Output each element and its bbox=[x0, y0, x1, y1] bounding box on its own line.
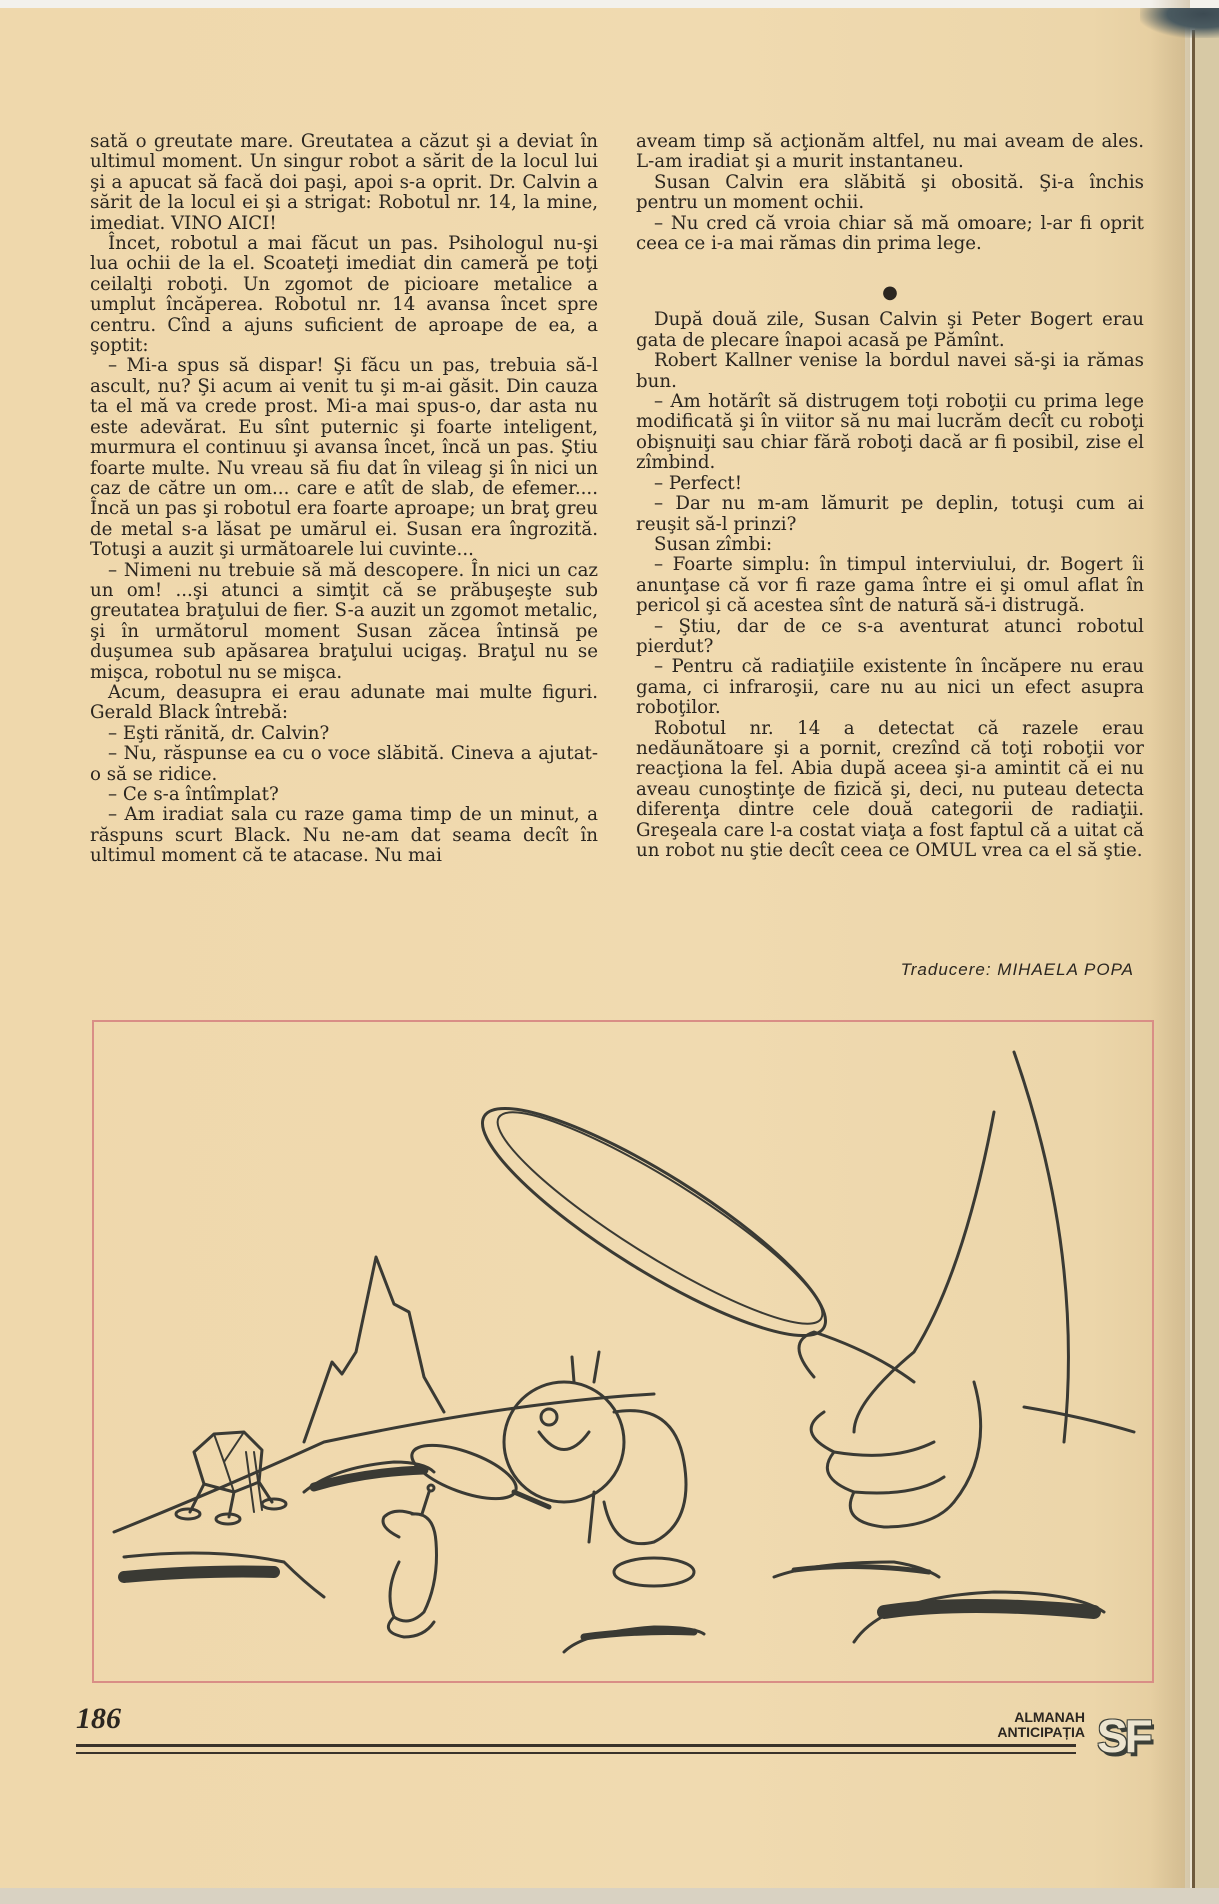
paragraph: Susan zîmbi: bbox=[654, 533, 773, 555]
paragraph: Robotul nr. 14 a detectat că razele erau nedăunătoare şi a pornit, crezînd că toţi roboţii vor reacţiona la fel. Abia după aceea şi-a amintit că ei nu aveau cunoştinţe de fizică şi, deci, nu puteau detecta diferenţa dintre cele două categorii de radiaţii. Greşeala care l-a costat viaţa a fost faptul că a uitat că un robot nu ştie decît ceea ce OMUL vrea ca el să ştie. bbox=[636, 717, 1144, 861]
paragraph: – Nimeni nu trebuie să mă descopere. În nici un caz un om! ...şi atunci a simţit că se prăbuşeşte sub greutatea braţului de fier. S-a auzit un zgomot metalic, şi în următorul moment Susan zăcea întinsă pe duşumea sub apăsarea braţului ucigaş. Braţul nu se mişca, robotul nu se mişca. bbox=[90, 559, 598, 683]
cartoon-illustration bbox=[94, 1022, 1152, 1681]
paragraph: După două zile, Susan Calvin şi Peter Bogert erau gata de plecare înapoi acasă pe Pămînt. bbox=[636, 309, 1144, 351]
left-text-column bbox=[90, 132, 598, 867]
gutter-shadow bbox=[1150, 0, 1190, 1904]
page-number: 186 bbox=[76, 1702, 121, 1735]
publication-name-line2: ANTICIPAȚIA bbox=[997, 1724, 1085, 1740]
publication-name-line1: ALMANAH bbox=[1014, 1709, 1085, 1725]
section-break-bullet-icon: ● bbox=[882, 282, 898, 304]
scan-corner-shadow bbox=[1140, 8, 1219, 38]
footer-rule-top bbox=[76, 1744, 1076, 1747]
paragraph: – Dar nu m-am lămurit pe deplin, totuşi cum ai reuşit să-l prinzi? bbox=[636, 493, 1144, 535]
paragraph: sată o greutate mare. Greutatea a căzut şi a deviat în ultimul moment. Un singur robot a sărit de la locul lui şi a apucat să facă doi paşi, apoi s-a oprit. Dr. Calvin a sărit de la locul ei şi a strigat: Robotul nr. 14, la mine, imediat. VINO AICI! bbox=[90, 131, 598, 234]
publication-name bbox=[985, 1710, 1085, 1740]
footer-rule-bottom bbox=[76, 1752, 1076, 1754]
paragraph: Susan Calvin era slăbită şi obosită. Şi-a închis pentru un moment ochii. bbox=[636, 171, 1144, 214]
paragraph: – Perfect! bbox=[654, 472, 743, 494]
paragraph: – Ştiu, dar de ce s-a aventurat atunci robotul pierdut? bbox=[636, 615, 1144, 657]
page-edge-line bbox=[1192, 30, 1195, 1904]
scan-top-margin bbox=[0, 0, 1219, 8]
paragraph: Robert Kallner venise la bordul navei să-şi ia rămas bun. bbox=[636, 350, 1144, 392]
paragraph: – Ce s-a întîmplat? bbox=[108, 784, 279, 805]
paragraph: – Mi-a spus să dispar! Şi făcu un pas, trebuia să-l ascult, nu? Şi acum ai venit tu şi m-ai găsit. Din cauza ta el mă va crede prost. Mi-a mai spus-o, dar asta nu este adevărat. Eu sînt puternic şi foarte inteligent, murmura el continuu şi avansa încet, încă un pas. Ştiu foarte multe. Nu vreau să fiu dat în vileag şi în nici un caz de către un om... care e atît de slab, de efemer.... Încă un pas şi robotul era foarte aproape; un braţ greu de metal s-a lăsat pe umărul ei. Susan era îngrozită. Totuşi a auzit şi următoarele lui cuvinte... bbox=[90, 355, 598, 561]
next-page-edge bbox=[1195, 20, 1219, 1890]
scan-bottom-margin bbox=[0, 1888, 1219, 1904]
illustration-frame bbox=[92, 1020, 1154, 1683]
paragraph: – Am iradiat sala cu raze gama timp de un minut, a răspuns scurt Black. Nu ne-am dat seama decît în ultimul moment că te atacase. Nu mai bbox=[90, 804, 598, 867]
translator-credit: Traducere: MIHAELA POPA bbox=[900, 960, 1134, 979]
paragraph: – Am hotărît să distrugem toţi roboţii cu prima lege modificată şi în viitor să nu mai lucrăm decît cu roboţi obişnuiţi sau chiar fără roboţi dacă ar fi posibil, zise el zîmbind. bbox=[636, 391, 1144, 474]
paragraph: – Eşti rănită, dr. Calvin? bbox=[108, 722, 330, 744]
paragraph: – Nu cred că vroia chiar să mă omoare; l-ar fi oprit ceea ce i-a mai rămas din prima lege. bbox=[636, 212, 1144, 255]
paragraph: Încet, robotul a mai făcut un pas. Psihologul nu-şi lua ochii de la el. Scoateţi imediat din cameră pe toţi ceilalţi roboţi. Un zgomot de picioare metalice a umplut încăperea. Robotul nr. 14 avansa încet spre centru. Cînd a ajuns suficient de aproape de ea, a şoptit: bbox=[90, 233, 598, 357]
paragraph: – Pentru că radiaţiile existente în încăpere nu erau gama, ci infraroşii, care nu au nici un efect asupra roboţilor. bbox=[636, 656, 1144, 719]
right-text-column bbox=[636, 132, 1144, 861]
paragraph: aveam timp să acţionăm altfel, nu mai aveam de ales. L-am iradiat şi a murit instantaneu. bbox=[636, 131, 1144, 173]
paragraph: – Foarte simplu: în timpul interviului, dr. Bogert îi anunţase că vor fi raze gama între ei şi omul aflat în pericol şi că acestea sînt de natură să-i distrugă. bbox=[636, 554, 1144, 617]
paragraph: Acum, deasupra ei erau adunate mai multe figuri. Gerald Black întrebă: bbox=[90, 681, 598, 724]
sf-logo-icon: SF bbox=[1097, 1710, 1150, 1762]
paragraph: – Nu, răspunse ea cu o voce slăbită. Cineva a ajutat-o să se ridice. bbox=[90, 743, 598, 785]
